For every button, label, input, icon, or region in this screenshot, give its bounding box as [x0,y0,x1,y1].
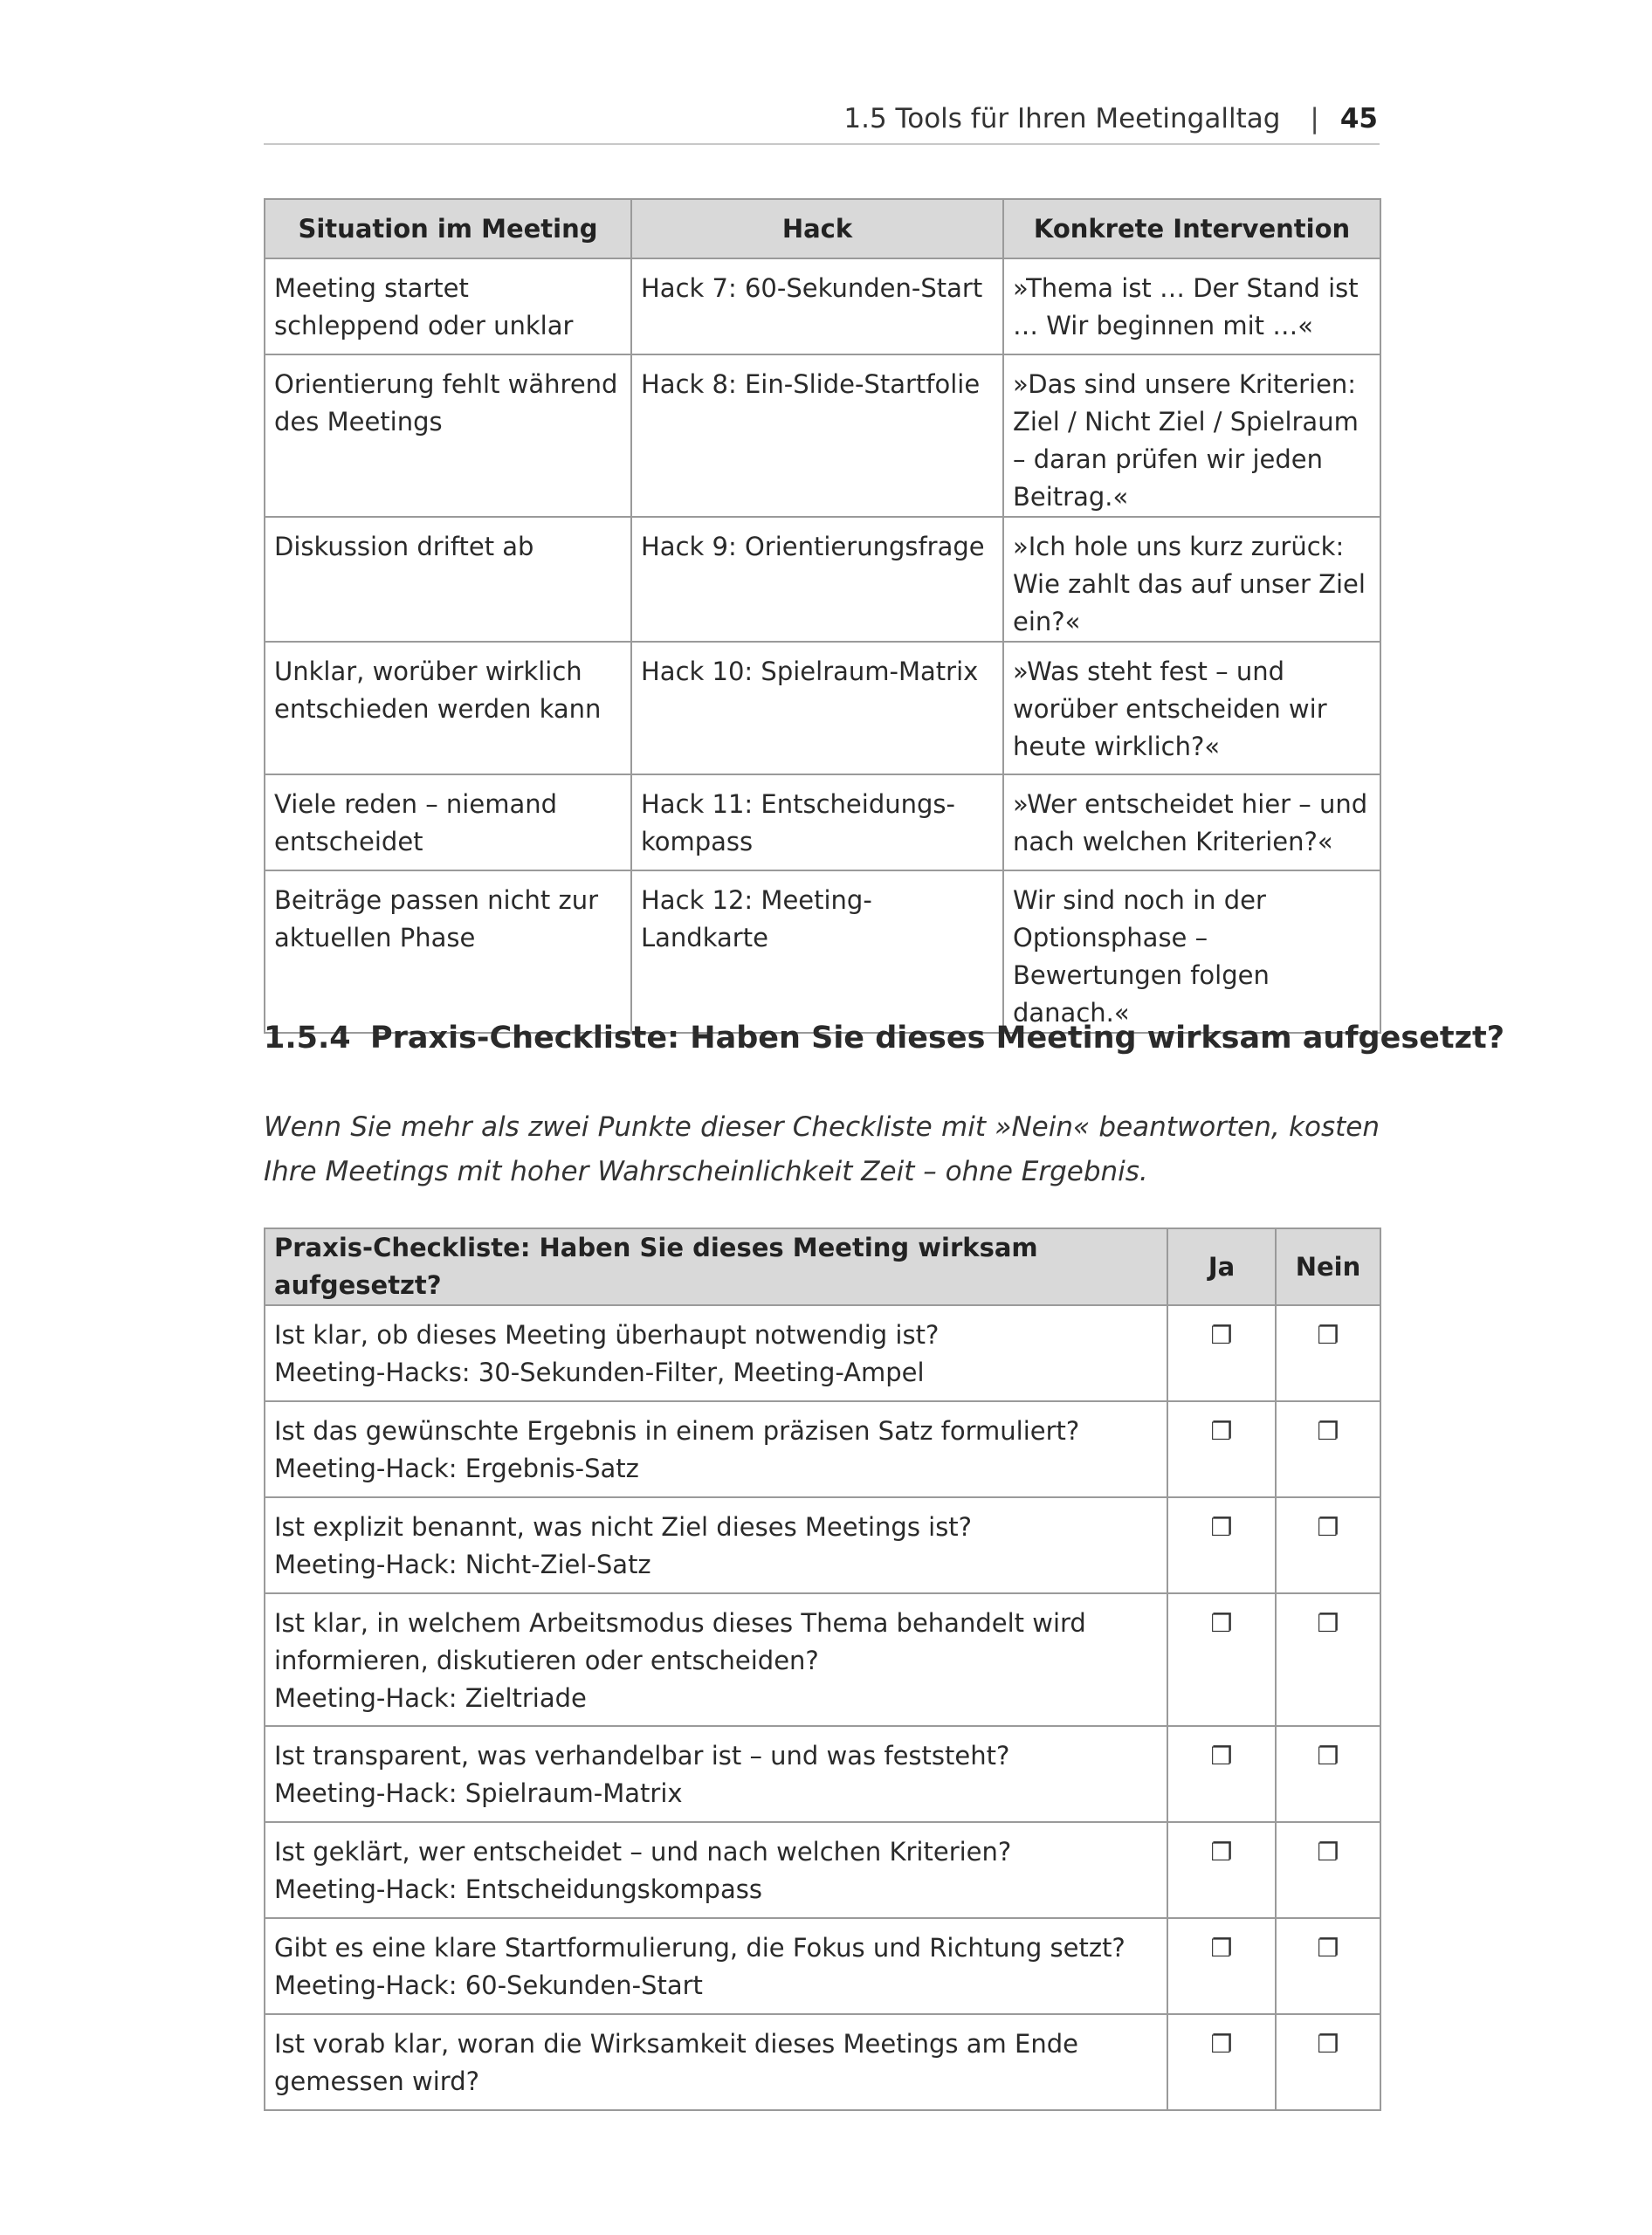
checklist-row [265,2014,1380,2110]
header-content [843,101,1378,136]
column-header-intervention: Konkrete Intervention [1003,199,1380,258]
checkbox-icon: ❐ [1210,1321,1233,1350]
cell-situation: Beiträge passen nicht zur aktuellen Phase [265,870,631,1033]
section-number: 1.5.4 [264,1021,351,1056]
checkbox-icon: ❐ [1317,1609,1339,1638]
checkbox-ja[interactable] [1167,1305,1276,1401]
checkbox-icon: ❐ [1317,1321,1339,1350]
checklist-question: Ist klar, ob dieses Meeting überhaupt notwendig ist? [274,1320,940,1350]
checkbox-icon: ❐ [1317,2030,1339,2059]
checklist-row [265,1726,1380,1822]
checkbox-icon: ❐ [1210,1417,1233,1446]
checklist-header-row [265,1228,1380,1305]
section-heading [264,1016,1505,1060]
table-row [265,258,1380,354]
checklist-question: Ist explizit benannt, was nicht Ziel dieses Meetings ist? [274,1512,973,1542]
cell-situation: Orientierung fehlt während des Meetings [265,354,631,517]
checkbox-icon: ❐ [1317,1417,1339,1446]
checklist-question-cell [265,1305,1167,1401]
checklist-question-cell [265,1497,1167,1593]
checkbox-nein[interactable] [1276,1822,1380,1918]
column-header-ja: Ja [1167,1228,1276,1305]
cell-hack: Hack 12: Meeting-Landkarte [631,870,1003,1033]
cell-hack: Hack 8: Ein-Slide-Startfolie [631,354,1003,517]
cell-hack: Hack 10: Spielraum-Matrix [631,642,1003,774]
checkbox-icon: ❐ [1317,1513,1339,1542]
checklist-hack-reference: Meeting-Hack: Entscheidungskompass [274,1874,762,1904]
checklist-hack-reference: Meeting-Hacks: 30-Sekunden-Filter, Meeting-Ampel [274,1358,925,1387]
page-number: 45 [1339,103,1378,134]
checklist-question-cell [265,1726,1167,1822]
checklist-row [265,1593,1380,1726]
cell-situation: Meeting startet schleppend oder unklar [265,258,631,354]
checklist-question-cell [265,1593,1167,1726]
cell-situation: Viele reden – niemand entscheidet [265,774,631,870]
checkbox-icon: ❐ [1317,1934,1339,1963]
checklist-row [265,1918,1380,2014]
checklist-question: Ist geklärt, wer entscheidet – und nach welchen Kriterien? [274,1837,1012,1867]
checkbox-icon: ❐ [1210,2030,1233,2059]
checkbox-icon: ❐ [1210,1742,1233,1771]
intro-paragraph: Wenn Sie mehr als zwei Punkte dieser Checkliste mit »Nein« beantworten, kosten Ihre Meetings mit hoher Wahrscheinlichkeit Zeit – ohne Ergebnis. [264,1111,1380,1187]
cell-situation: Diskussion driftet ab [265,517,631,642]
cell-hack: Hack 7: 60-Sekunden-Start [631,258,1003,354]
checkbox-ja[interactable] [1167,1918,1276,2014]
table-row [265,517,1380,642]
checkbox-ja[interactable] [1167,1822,1276,1918]
checklist-question: Ist transparent, was verhandelbar ist – und was feststeht? [274,1741,1010,1771]
cell-intervention: »Das sind unsere Kriterien: Ziel / Nicht Ziel / Spielraum – daran prüfen wir jeden Beitrag.« [1003,354,1380,517]
checklist-table [264,1228,1381,2111]
column-header-situation: Situation im Meeting [265,199,631,258]
column-header-nein: Nein [1276,1228,1380,1305]
checklist-question: Ist vorab klar, woran die Wirksamkeit dieses Meetings am Ende gemessen wird? [274,2029,1078,2096]
checkbox-ja[interactable] [1167,1401,1276,1497]
checklist-row [265,1401,1380,1497]
checklist-question-cell [265,2014,1167,2110]
checkbox-ja[interactable] [1167,1497,1276,1593]
checklist-hack-reference: Meeting-Hack: Nicht-Ziel-Satz [274,1550,651,1579]
checkbox-ja[interactable] [1167,2014,1276,2110]
checklist-row [265,1822,1380,1918]
section-title: Praxis-Checkliste: Haben Sie dieses Meeting wirksam aufgesetzt? [370,1021,1505,1056]
hack-table-header-row [265,199,1380,258]
running-header [264,94,1380,145]
checklist-row [265,1305,1380,1401]
checklist-row [265,1497,1380,1593]
checklist-question: Ist klar, in welchem Arbeitsmodus dieses Thema behandelt wird informieren, diskutieren oder entscheiden? [274,1608,1086,1675]
cell-situation: Unklar, worüber wirklich entschieden werden kann [265,642,631,774]
checklist-question: Gibt es eine klare Startformulierung, die Fokus und Richtung setzt? [274,1933,1125,1963]
column-header-hack: Hack [631,199,1003,258]
table-row [265,870,1380,1033]
checkbox-icon: ❐ [1210,1934,1233,1963]
column-header-question: Praxis-Checkliste: Haben Sie dieses Meeting wirksam aufgesetzt? [265,1228,1167,1305]
checkbox-icon: ❐ [1210,1513,1233,1542]
cell-intervention: »Was steht fest – und worüber entscheiden wir heute wirklich?« [1003,642,1380,774]
checkbox-nein[interactable] [1276,1305,1380,1401]
header-section-title: 1.5 Tools für Ihren Meetingalltag [843,103,1281,134]
checklist-hack-reference: Meeting-Hack: Zieltriade [274,1683,587,1713]
checkbox-icon: ❐ [1210,1838,1233,1867]
cell-intervention: »Wer entscheidet hier – und nach welchen Kriterien?« [1003,774,1380,870]
checklist-question-cell [265,1401,1167,1497]
checklist-question-cell [265,1822,1167,1918]
table-row [265,354,1380,517]
checkbox-nein[interactable] [1276,2014,1380,2110]
checkbox-nein[interactable] [1276,1401,1380,1497]
table-row [265,642,1380,774]
cell-hack: Hack 11: Entscheidungskompass [631,774,1003,870]
checkbox-icon: ❐ [1317,1838,1339,1867]
checklist-question-cell [265,1918,1167,2014]
cell-intervention: »Ich hole uns kurz zurück: Wie zahlt das auf unser Ziel ein?« [1003,517,1380,642]
checklist-hack-reference: Meeting-Hack: Spielraum-Matrix [274,1778,683,1808]
hack-table [264,198,1381,1034]
checklist-question: Ist das gewünschte Ergebnis in einem präzisen Satz formuliert? [274,1416,1080,1446]
cell-intervention: »Thema ist … Der Stand ist … Wir beginnen mit …« [1003,258,1380,354]
checkbox-ja[interactable] [1167,1593,1276,1726]
checkbox-nein[interactable] [1276,1497,1380,1593]
table-row [265,774,1380,870]
checkbox-nein[interactable] [1276,1918,1380,2014]
checkbox-icon: ❐ [1317,1742,1339,1771]
cell-intervention: Wir sind noch in der Optionsphase – Bewertungen folgen danach.« [1003,870,1380,1033]
cell-hack: Hack 9: Orientierungsfrage [631,517,1003,642]
header-separator: | [1310,103,1319,134]
checklist-hack-reference: Meeting-Hack: 60-Sekunden-Start [274,1970,703,2000]
checkbox-nein[interactable] [1276,1593,1380,1726]
checklist-hack-reference: Meeting-Hack: Ergebnis-Satz [274,1454,639,1483]
checkbox-icon: ❐ [1210,1609,1233,1638]
checkbox-ja[interactable] [1167,1726,1276,1822]
checkbox-nein[interactable] [1276,1726,1380,1822]
